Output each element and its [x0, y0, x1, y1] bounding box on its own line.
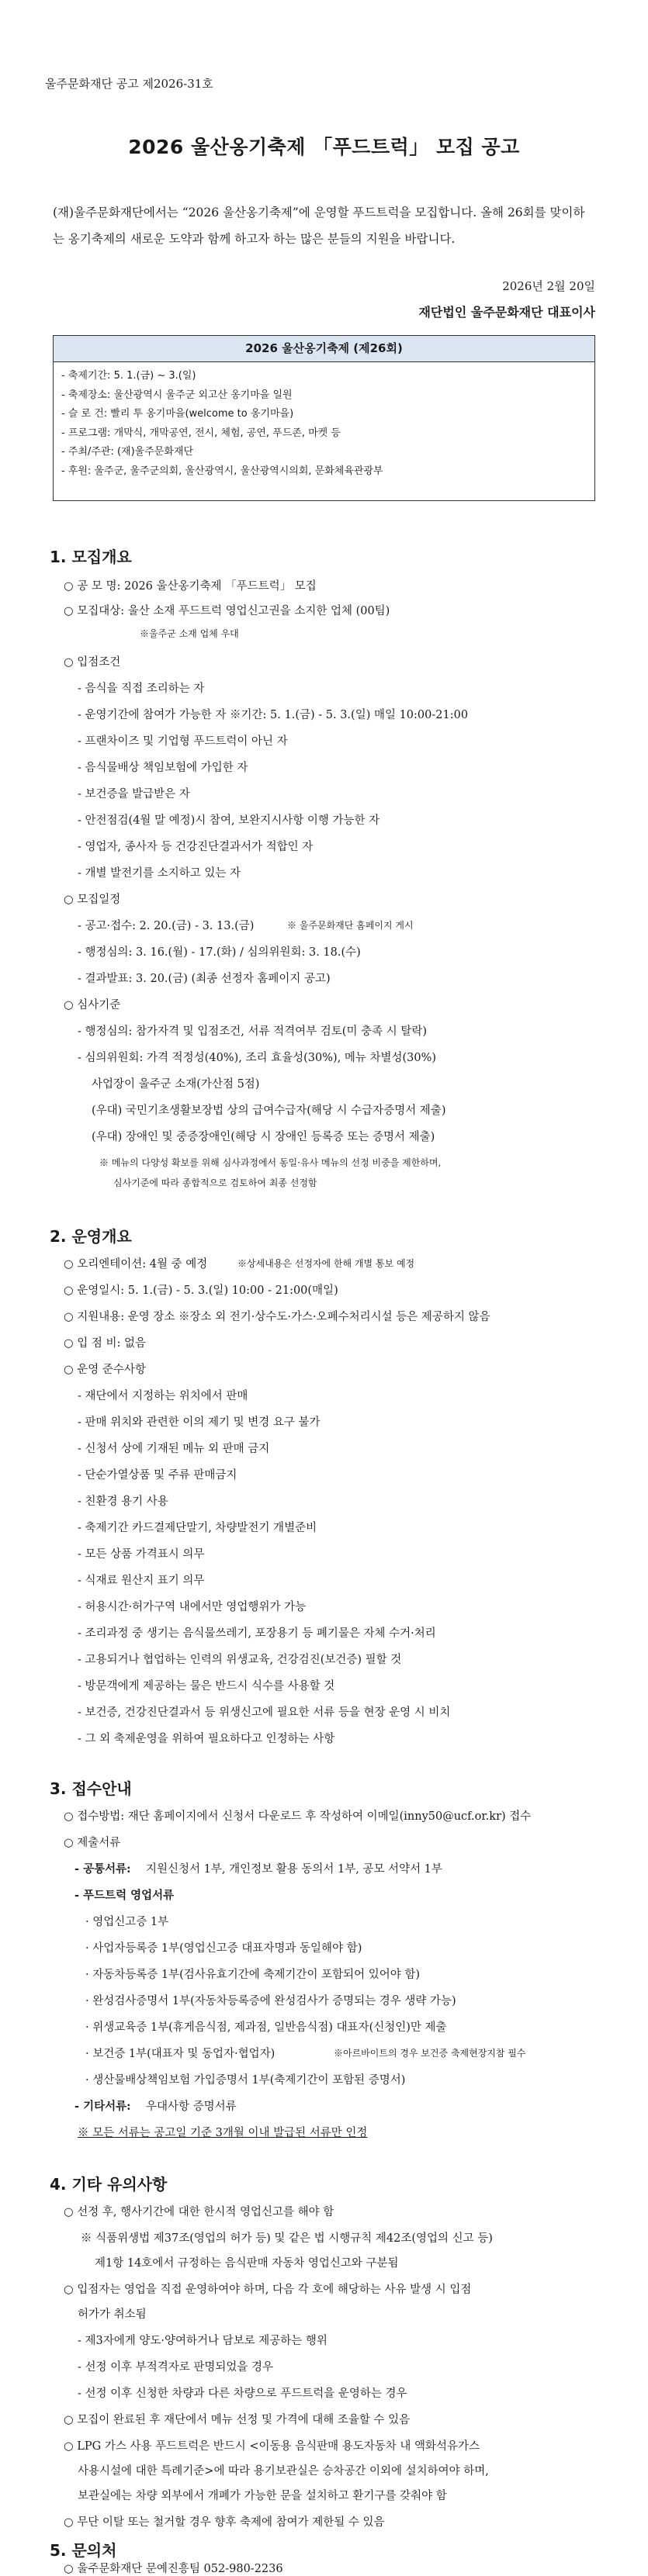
section-line: 지원신청서 1부, 개인정보 활용 동의서 1부, 공모 서약서 1부 — [146, 1863, 442, 1876]
section-line: ○ LPG 가스 사용 푸드트럭은 반드시 <이동용 음식판매 용도자동차 내 액화석유가스 — [64, 2440, 480, 2453]
section-line: - 판매 위치와 관련한 이의 제기 및 변경 요구 불가 — [78, 1416, 321, 1429]
section-line: ○ 무단 이탈 또는 철거할 경우 향후 축제에 참여가 제한될 수 있음 — [64, 2516, 385, 2529]
section-note: ※ 울주문화재단 홈페이지 게시 — [287, 920, 414, 931]
info-item: - 슬 로 건: 빨리 투 옹기마을(welcome to 옹기마을) — [61, 408, 294, 420]
section-line: · 생산물배상책임보험 가입증명서 1부(축제기간이 포함된 증명서) — [85, 2074, 406, 2087]
section-line: ○ 접수방법: 재단 홈페이지에서 신청서 다운로드 후 작성하여 이메일(inny50@ucf.or.kr) 접수 — [64, 1810, 532, 1823]
section-line: ※ 식품위생법 제37조(영업의 허가 등) 및 같은 법 시행규칙 제42조(영업의 신고 등) — [81, 2232, 493, 2245]
section-line: ○ 공 모 명: 2026 울산옹기축제 「푸드트럭」 모집 — [64, 580, 317, 593]
section-line: - 축제기간 카드결제단말기, 차량발전기 개별준비 — [78, 1522, 317, 1534]
section-line: - 그 외 축제운영을 위하여 필요하다고 인정하는 사항 — [78, 1733, 335, 1745]
section-note: 심사기준에 따라 종합적으로 검토하여 최종 선정함 — [113, 1177, 317, 1188]
section-note: ※ 메뉴의 다양성 확보를 위해 심사과정에서 동일·유사 메뉴의 선정 비중을 제한하며, — [99, 1157, 442, 1168]
document-notice: ※ 모든 서류는 공고일 기준 3개월 이내 발급된 서류만 인정 — [78, 2127, 368, 2139]
info-item: - 축제기간: 5. 1.(금) ~ 3.(일) — [61, 370, 196, 382]
section-line: - 보건증, 건강진단결과서 등 위생신고에 필요한 서류 등을 현장 운영 시 비치 — [78, 1706, 451, 1719]
doc-group-label: - 푸드트럭 영업서류 — [75, 1889, 175, 1902]
section-line: ○ 선정 후, 행사기간에 대한 한시적 영업신고를 해야 함 — [64, 2206, 334, 2218]
section-line: - 음식물배상 책임보험에 가입한 자 — [78, 762, 248, 774]
section-line: ○ 운영일시: 5. 1.(금) - 5. 3.(일) 10:00 - 21:00(매일) — [64, 1285, 338, 1297]
section-line: - 운영기간에 참여가 가능한 자 ※기간: 5. 1.(금) - 5. 3.(일) 매일 10:00-21:00 — [78, 709, 469, 721]
issuer-name: 재단법인 울주문화재단 대표이사 — [418, 305, 595, 320]
festival-info-box — [53, 335, 595, 501]
section-line: - 단순가열상품 및 주류 판매금지 — [78, 1469, 237, 1482]
section-line: - 음식을 직접 조리하는 자 — [78, 683, 205, 695]
section-line: - 조리과정 중 생기는 음식물쓰레기, 포장용기 등 폐기물은 자체 수거·처리 — [78, 1627, 436, 1640]
section-line: 허가가 취소됨 — [78, 2308, 147, 2321]
section-title: 1. 모집개요 — [50, 548, 132, 566]
section-line: ○ 모집일정 — [64, 894, 121, 906]
section-line: (우대) 장애인 및 중증장애인(해당 시 장애인 등록증 또는 증명서 제출) — [92, 1131, 435, 1143]
section-line: - 안전점검(4월 말 예정)시 참여, 보완지시사항 이행 가능한 자 — [78, 814, 380, 827]
section-line: - 행정심의: 참가자격 및 입점조건, 서류 적격여부 검토(미 충족 시 탈락) — [78, 1025, 427, 1038]
section-line: · 사업자등록증 1부(영업신고증 대표자명과 동일해야 함) — [85, 1942, 362, 1955]
section-title: 5. 문의처 — [50, 2541, 117, 2560]
section-title: 4. 기타 유의사항 — [50, 2175, 168, 2194]
section-line: ○ 오리엔테이션: 4월 중 예정 — [64, 1258, 208, 1271]
section-line: 사용시설에 대한 특례기준>에 따라 용기보관실은 승차공간 이외에 설치하여야 하며, — [78, 2465, 489, 2477]
section-line: - 허용시간·허가구역 내에서만 영업행위가 가능 — [78, 1601, 307, 1613]
section-line: - 선정 이후 신청한 차량과 다른 차량으로 푸드트럭을 운영하는 경우 — [78, 2388, 407, 2400]
section-line: · 완성검사증명서 1부(자동차등록증에 완성검사가 증명되는 경우 생략 가능) — [85, 1995, 456, 2007]
section-line: - 제3자에게 양도·양여하거나 담보로 제공하는 행위 — [78, 2335, 327, 2347]
section-line: (우대) 국민기초생활보장법 상의 급여수급자(해당 시 수급자증명서 제출) — [92, 1105, 446, 1117]
info-item: - 축제장소: 울산광역시 울주군 외고산 옹기마을 일원 — [61, 389, 293, 401]
section-line: ○ 제출서류 — [64, 1837, 121, 1849]
section-line: ○ 심사기준 — [64, 999, 121, 1011]
section-line: - 선정 이후 부적격자로 판명되었을 경우 — [78, 2361, 274, 2374]
section-line: ○ 입점자는 영업을 직접 운영하여야 하며, 다음 각 호에 해당하는 사유 발생 시 입점 — [64, 2284, 472, 2296]
section-line: - 프랜차이즈 및 기업형 푸드트럭이 아닌 자 — [78, 735, 288, 748]
section-line: · 위생교육증 1부(휴게음식점, 제과점, 일반음식점) 대표자(신청인)만 제출 — [85, 2021, 447, 2034]
section-line: ○ 모집대상: 울산 소재 푸드트럭 영업신고권을 소지한 업체 (00팀) — [64, 605, 390, 617]
section-line: - 결과발표: 3. 20.(금) (최종 선정자 홈페이지 공고) — [78, 973, 331, 985]
section-line: - 개별 발전기를 소지하고 있는 자 — [78, 867, 241, 880]
section-line: ○ 운영 준수사항 — [64, 1364, 146, 1376]
page-title: 2026 울산옹기축제 「푸드트럭」 모집 공고 — [128, 136, 520, 158]
section-note: ※아르바이트의 경우 보건증 축제현장지참 필수 — [334, 2048, 526, 2059]
section-line: 사업장이 울주군 소재(가산점 5점) — [92, 1078, 260, 1091]
section-line: 제1항 14호에서 규정하는 음식판매 자동차 영업신고와 구분됨 — [95, 2257, 399, 2270]
info-item: - 후원: 울주군, 울주군의회, 울산광역시, 울산광역시의회, 문화체육관광부 — [61, 465, 383, 477]
section-line: - 모든 상품 가격표시 의무 — [78, 1548, 205, 1561]
doc-group-label: - 기타서류: — [75, 2100, 131, 2113]
section-line: - 영업자, 종사자 등 건강진단결과서가 적합인 자 — [78, 841, 314, 853]
info-item: - 주최/주관: (재)울주문화재단 — [61, 446, 193, 458]
section-line: ○ 입점조건 — [64, 656, 121, 669]
section-title: 3. 접수안내 — [50, 1779, 132, 1798]
section-line: - 재단에서 지정하는 위치에서 판매 — [78, 1390, 248, 1402]
section-line: ○ 입 점 비: 없음 — [64, 1337, 147, 1350]
section-line: - 친환경 용기 사용 — [78, 1495, 168, 1508]
section-line: ○ 지원내용: 운영 장소 ※장소 외 전기·상수도·가스·오폐수처리시설 등은 제공하지 않음 — [64, 1311, 490, 1323]
section-line: 우대사항 증명서류 — [146, 2101, 237, 2113]
info-item: - 프로그램: 개막식, 개막공연, 전시, 체험, 공연, 푸드존, 마켓 등 — [61, 427, 341, 439]
section-line: - 심의위원회: 가격 적정성(40%), 조리 효율성(30%), 메뉴 차별성(30%) — [78, 1052, 437, 1064]
doc-group-label: - 공통서류: — [75, 1862, 131, 1876]
section-note: ※울주군 소재 업체 우대 — [140, 628, 239, 639]
section-line: - 공고·접수: 2. 20.(금) - 3. 13.(금) — [78, 920, 255, 932]
section-line: - 식재료 원산지 표기 의무 — [78, 1575, 205, 1587]
section-note: ※상세내용은 선정자에 한해 개별 통보 예정 — [237, 1258, 415, 1269]
section-line: ○ 모집이 완료된 후 재단에서 메뉴 선정 및 가격에 대해 조율할 수 있음 — [64, 2414, 411, 2426]
section-line: - 고용되거나 협업하는 인력의 위생교육, 건강검진(보건증) 필할 것 — [78, 1654, 402, 1666]
section-line: - 신청서 상에 기재된 메뉴 외 판매 금지 — [78, 1443, 270, 1455]
doc-number: 울주문화재단 공고 제2026-31호 — [45, 77, 213, 91]
festival-info-title: 2026 울산옹기축제 (제26회) — [54, 336, 594, 362]
section-line: 보관실에는 차량 외부에서 개폐가 가능한 문을 설치하고 환기구를 갖춰야 함 — [78, 2490, 447, 2502]
notice-date: 2026년 2월 20일 — [502, 279, 595, 293]
contact-line: ○ 울주문화재단 문예진흥팀 052-980-2236 — [64, 2563, 283, 2575]
section-line: · 보건증 1부(대표자 및 동업자·협업자) — [85, 2048, 275, 2060]
section-line: - 행정심의: 3. 16.(월) - 17.(화) / 심의위원회: 3. 18.(수) — [78, 946, 361, 959]
section-title: 2. 운영개요 — [50, 1227, 132, 1246]
intro-paragraph: (재)울주문화재단에서는 “2026 울산옹기축제”에 운영할 푸드트럭을 모집합니다. 올해 26회를 맞이하는 옹기축제의 새로운 도약과 함께 하고자 하는 많은 분들의 지원을 바랍니다. — [53, 206, 585, 246]
section-line: - 방문객에게 제공하는 물은 반드시 식수를 사용할 것 — [78, 1680, 335, 1693]
section-line: - 보건증을 발급받은 자 — [78, 788, 190, 800]
section-line: · 자동차등록증 1부(검사유효기간에 축제기간이 포함되어 있어야 함) — [85, 1969, 420, 1981]
section-line: · 영업신고증 1부 — [85, 1916, 169, 1928]
